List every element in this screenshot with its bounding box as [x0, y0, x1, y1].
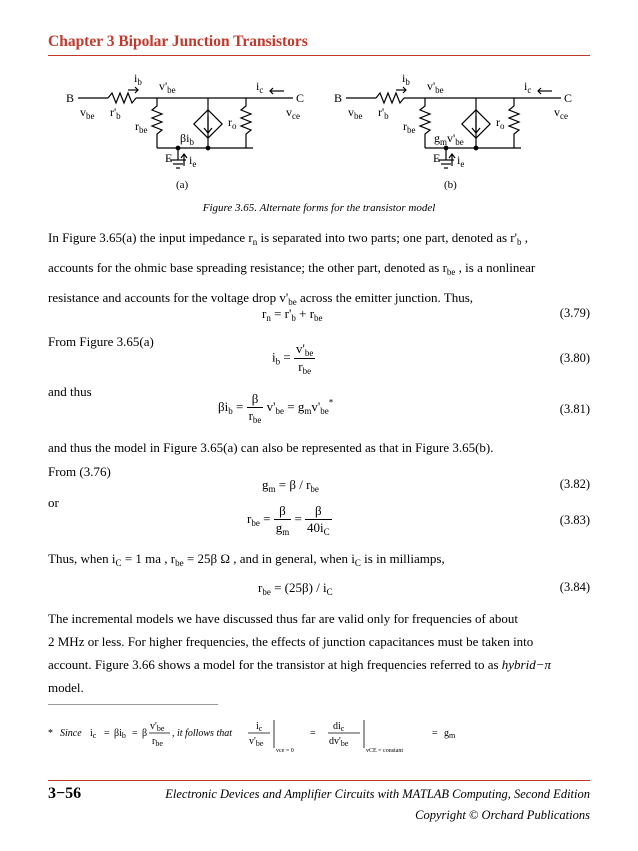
svg-text:dv'be: $dv'_{be}$	[329, 736, 349, 748]
and-thus-model-text: and thus the model in Figure 3.65(a) can also be represented as that in Figure 3.65(b).	[48, 440, 494, 455]
panel-a	[78, 87, 293, 168]
svg-text:βib: $\beta i_b$	[180, 131, 194, 147]
svg-text:v'be: $v'_{be}$	[427, 79, 444, 95]
svg-text:ie: $i_e$	[189, 153, 197, 169]
svg-text:βib: $\beta i_b$	[114, 728, 126, 740]
figure-caption: Figure 3.65. Alternate forms for the transistor model	[202, 202, 436, 214]
footnote-rule	[48, 704, 218, 705]
svg-text:=: =	[132, 728, 138, 739]
header-rule	[48, 55, 590, 56]
equation-3-80: $i_b$ = $\frac{v'_{be}}{r_{be}}$	[272, 341, 314, 376]
svg-text:(b): (b)	[444, 179, 457, 191]
svg-text:=: =	[432, 728, 438, 739]
paragraph-1: In Figure 3.65(a) the input impedance $r_n$ is separated into two parts; one part, denoted as $r'_b$ , accounts for the ohmic base spreading resistance; the other part, denoted as $r_{be}$ , is a nonlinear resistance and accounts for the voltage drop $v'_{be}$ across the emitter junction. Thus,	[48, 230, 536, 307]
svg-text:vce = 0: vce = 0	[276, 748, 294, 754]
from-figure-text: From Figure 3.65(a)	[48, 334, 154, 349]
svg-text:, it follows that: , it follows that	[172, 728, 233, 739]
equation-number-3-83: (3.83)	[559, 513, 590, 527]
svg-text:=: =	[310, 728, 316, 739]
svg-text:vbe: $v_{be}$	[80, 105, 95, 121]
svg-text:ib: $i_b$	[134, 71, 142, 87]
svg-text:v'be: $v'_{be}$	[150, 721, 165, 733]
svg-text:C: C	[296, 91, 305, 105]
svg-text:vce: $v_{ce}$	[554, 105, 568, 121]
svg-text:gmv'be: $g_mv'_{be}$	[434, 131, 464, 147]
svg-text:rbe: $r_{be}$	[403, 119, 416, 135]
svg-text:v'be: $v'_{be}$	[249, 736, 264, 748]
svg-text:ro: $r_o$	[496, 115, 505, 131]
svg-text:Since: Since	[60, 728, 82, 739]
copyright: Copyright © Orchard Publications	[415, 808, 590, 822]
equation-3-82: $g_m = \beta / r_{be}$	[262, 477, 319, 494]
equation-number-3-81: (3.81)	[559, 402, 590, 416]
svg-text:C: C	[564, 91, 573, 105]
svg-text:vCE = constant: vCE = constant	[366, 748, 404, 754]
and-thus-text: and thus	[48, 384, 92, 399]
svg-text:vbe: $v_{be}$	[348, 105, 363, 121]
svg-text:=: =	[104, 728, 110, 739]
svg-text:ib: $i_b$	[402, 71, 410, 87]
equation-3-79: $r_n = r'_b + r_{be}$	[262, 306, 323, 323]
svg-text:E: E	[165, 151, 173, 165]
page-number: 3−56	[48, 785, 82, 802]
equation-3-81: $\beta i_b$ = $\frac{\beta}{r_{be}}$ $v'_{be} = g_mv'_{be}^*$	[218, 391, 334, 425]
equation-3-84: $r_{be} = (25\beta) / i_C$	[258, 580, 333, 597]
svg-text:B: B	[66, 91, 75, 105]
svg-text:rbe: $r_{be}$	[135, 119, 148, 135]
equation-number-3-79: (3.79)	[559, 306, 590, 320]
svg-text:ro: $r_o$	[228, 115, 237, 131]
panel-a-labels	[66, 71, 304, 191]
svg-text:*: *	[48, 728, 53, 739]
book-title: Electronic Devices and Amplifier Circuits with MATLAB Computing, Second Edition	[165, 787, 590, 801]
equation-number-3-82: (3.82)	[559, 477, 590, 491]
figure-3-65	[58, 70, 598, 200]
from-376-text: From (3.76)	[48, 464, 111, 479]
chapter-title: Chapter 3 Bipolar Junction Transistors	[48, 33, 308, 50]
thus-when-text: Thus, when $i_C = 1$ ma , $r_{be} = 25\beta$ Ω , and in general, when $i_C$ is in milliamps,	[48, 551, 445, 568]
svg-text:ie: $i_e$	[457, 153, 465, 169]
svg-text:ic: $i_c$	[256, 721, 263, 733]
svg-text:ic: $i_c$	[524, 79, 532, 95]
svg-text:E: E	[433, 151, 441, 165]
svg-text:dic: $di_c$	[333, 721, 345, 733]
paragraph-2: The incremental models we have discussed thus far are valid only for frequencies of about 2 MHz or less. For higher frequencies, the effects of junction capacitances must be taken into account. Figure 3.66 shows a model for the transistor at high frequencies referred to as hybrid−π model.	[48, 611, 552, 695]
svg-text:gm: $g_m$	[444, 728, 456, 740]
svg-text:r'b: $r'_b$	[378, 105, 389, 121]
svg-text:B: B	[334, 91, 343, 105]
panel-b	[346, 87, 561, 168]
svg-text:r'b: $r'_b$	[110, 105, 121, 121]
svg-text:rbe: $r_{be}$	[152, 736, 163, 748]
svg-text:ic: $i_c$	[90, 728, 97, 740]
svg-text:ic: $i_c$	[256, 79, 264, 95]
svg-text:β: β	[142, 728, 148, 739]
equation-3-83: $r_{be}$ = $\frac{\beta}{g_m}$ = $\frac{\beta}{40i_C}$	[247, 503, 330, 537]
panel-b-labels	[334, 71, 572, 191]
svg-text:vce: $v_{ce}$	[286, 105, 300, 121]
or-text: or	[48, 495, 59, 510]
svg-text:v'be: $v'_{be}$	[159, 79, 176, 95]
equation-number-3-80: (3.80)	[559, 351, 590, 365]
footnote	[48, 712, 608, 754]
footer-rule	[48, 780, 590, 781]
equation-number-3-84: (3.84)	[559, 580, 590, 594]
svg-text:(a): (a)	[176, 179, 189, 191]
